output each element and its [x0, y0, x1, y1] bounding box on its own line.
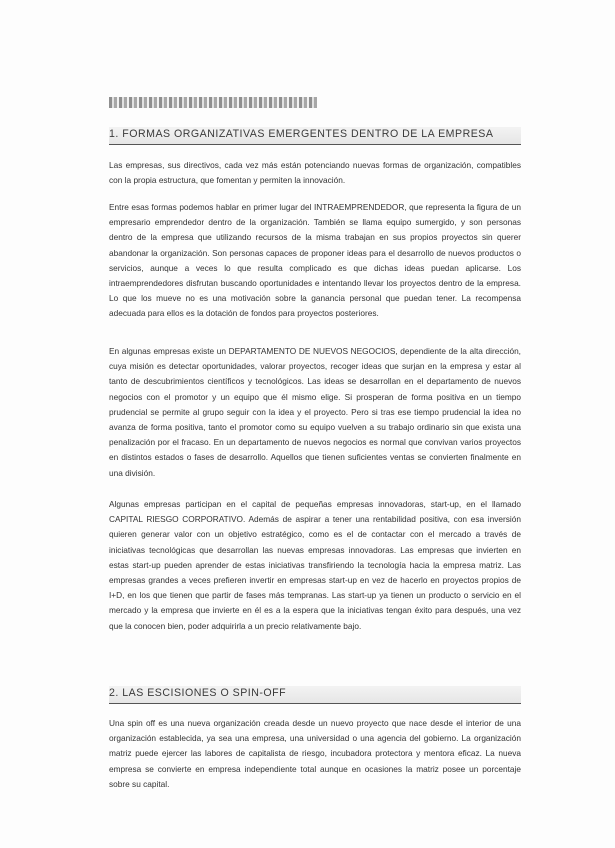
- section2-paragraph-1: Una spin off es una nueva organización creada desde un nuevo proyecto que nace desde el interior de una organización establecida, ya sea una empresa, una universidad o una agencia del gobierno. La organización matriz puede ejercer las labores de capitalista de riesgo, incubadora protectora y mentora eficaz. La nueva empresa se convierte en empresa independiente total aunque en ocasiones la matriz posee un porcentaje sobre su capital.: [109, 718, 521, 789]
- section1-paragraph-4: Algunas empresas participan en el capital de pequeñas empresas innovadoras, start-up, en el llamado CAPITAL RIESGO CORPORATIVO. Además de aspirar a tener una rentabilidad positiva, con esa inversión quieren generar valor con un objetivo estratégico, como es el de contactar con el mercado a través de iniciativas tecnológicas que desarrollan las nuevas empresas innovadoras. Las empresas que invierten en estas start-up pueden aprender de estas iniciativas transfiriendo la tecnología hacia la empresa matriz. Las empresas grandes a veces prefieren invertir en empresas start-up en vez de hacerlo en proyectos propios de I+D, en los que tienen que partir de fases más tempranas. Las start-up ya tienen un producto o servicio en el mercado y la empresa que invierte en él es a la espera que la iniciativas tengan éxito para después, una vez que la conocen bien, poder adquirirla a un precio relativamente bajo.: [109, 499, 521, 631]
- section-heading-1: 1. FORMAS ORGANIZATIVAS EMERGENTES DENTRO DE LA EMPRESA: [109, 127, 521, 145]
- section1-paragraph-3: En algunas empresas existe un DEPARTAMENTO DE NUEVOS NEGOCIOS, dependiente de la alta dirección, cuya misión es detectar oportunidades, valorar proyectos, recoger ideas que surjan en la empresa y estar al tanto de descubrimientos científicos y tecnológicos. Las ideas se desarrollan en el departamento de nuevos negocios con el promotor y un equipo que él mismo elige. Si prosperan de forma positiva en un tiempo prudencial se permite al grupo seguir con la idea y el proyecto. Pero si tras ese tiempo prudencial la idea no avanza de forma positiva, tanto el promotor como su equipo vuelven a su trabajo ordinario sin que exista una penalización por el fracaso. En un departamento de nuevos negocios es normal que convivan varios proyectos en distintos estados o fases de desarrollo. Aquellos que tienen suficientes ventas se convierten finalmente en una división.: [109, 346, 521, 478]
- scan-artifact-band: [109, 97, 317, 108]
- section1-paragraph-2: Entre esas formas podemos hablar en primer lugar del INTRAEMPRENDEDOR, que representa la figura de un empresario emprendedor dentro de la organización. También se llama equipo sumergido, y son personas dentro de la empresa que utilizando recursos de la misma trabajan en sus propios proyectos sin querer abandonar la organización. Son personas capaces de proponer ideas para el desarrollo de nuevos productos o servicios, aunque a veces lo que resulta complicado es que dichas ideas puedan aplicarse. Los intraemprendedores disfrutan buscando oportunidades e intentando llevar los proyectos dentro de la empresa. Lo que los mueve no es una motivación sobre la ganancia personal que puedan tener. La recompensa adecuada para ellos es la dotación de fondos para proyectos posteriores.: [109, 202, 521, 319]
- section1-paragraph-1: Las empresas, sus directivos, cada vez más están potenciando nuevas formas de organización, compatibles con la propia estructura, que fomentan y permiten la innovación.: [109, 160, 521, 186]
- section-heading-2: 2. LAS ESCISIONES O SPIN-OFF: [109, 686, 521, 704]
